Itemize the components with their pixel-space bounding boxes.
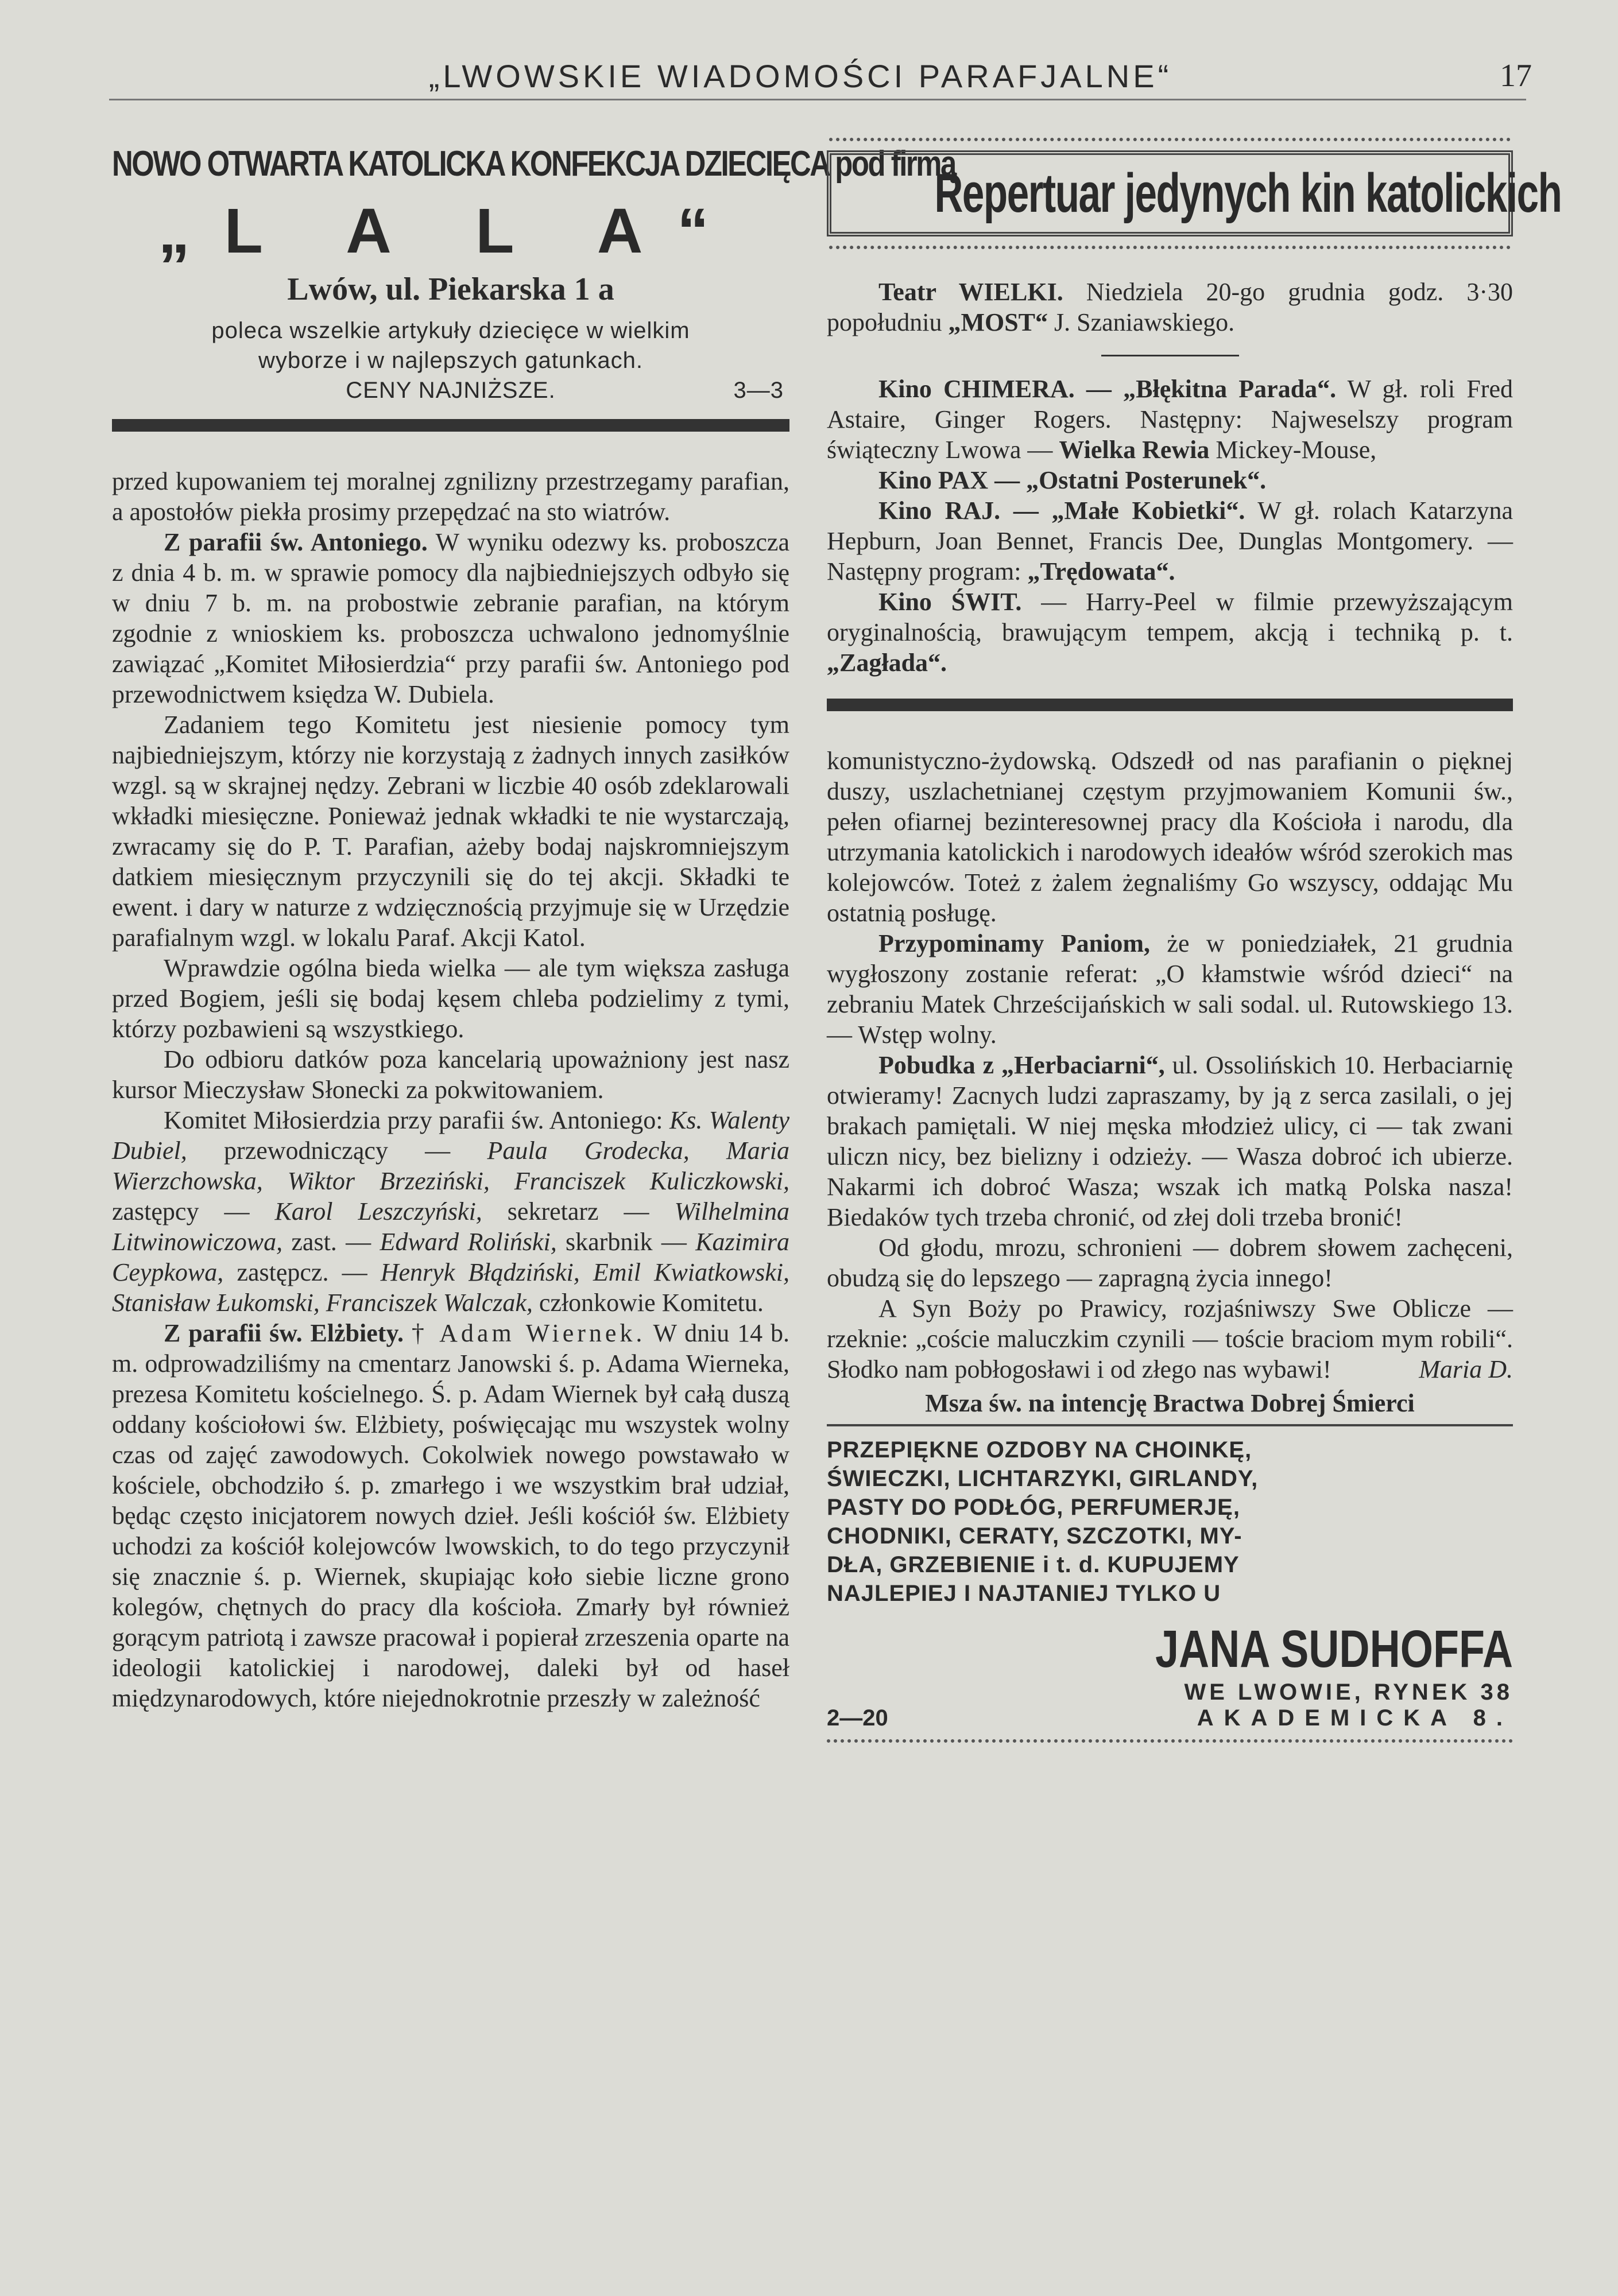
kino-raj-entry bbox=[827, 495, 1513, 587]
periodical-title: „LWOWSKIE WIADOMOŚCI PARAFJALNE“ bbox=[428, 58, 1172, 94]
committee-role-members: członkowie Komitetu. bbox=[532, 1289, 764, 1317]
paragraph-obituary-continued: komunistyczno-żydowską. Odszedł od nas parafianin o pięknej duszy, uszlachetnianej częstym przyjmowaniem Komunii św., pełen ofiarnej bezinteresownej pracy dla Kościoła i narodu, dla utrzymania katolickich i narodowych ideałów wśród szerokich mas kolejowców. Toteż z żalem żegnaliśmy Go wszyscy, oddając Mu ostatnią posługę. bbox=[827, 747, 1513, 927]
kino-raj-heading: Kino RAJ. — „Małe Kobietki“. bbox=[878, 497, 1245, 525]
lala-prices-text: CENY NAJNIŻSZE. bbox=[346, 378, 556, 403]
kino-chimera-entry bbox=[827, 374, 1513, 465]
obituary-text: W dniu 14 b. m. odprowadziliśmy na cmentarz Janowski ś. p. Adama Wierneka, prezesa Komitetu kościelnego. Ś. p. Adam Wiernek był całą duszą oddany kościołowi św. Elżbiety, poświęcając mu wszystek wolny czas od zajęć zawodowych. Cokolwiek nowego powstawało w kościele, obchodziło ś. p. zmarłego i we wszystkim brał udział, będąc często inicjatorem nowych dzieł. Jeśli kościół św. Elżbiety uchodzi za kościół kolejowców lwowskich, to do tego przyczynił się znacznie ś. p. Wiernek, skupiając koło siebie liczne grono kolegów, chętnych do pracy dla kościoła. Zmarły był również gorącym patriotą i zawsze pracował i popierał zrzeszenia oparte na ideologii katolickiej i narodowej, daleki był od haseł międzynarodowych, które niejednokrotnie przeszły w zależność bbox=[112, 1319, 789, 1712]
cinema-repertoire-title: Repertuar jedynych kin katolickich bbox=[934, 162, 1562, 224]
committee-role-secretary: sekretarz — bbox=[482, 1197, 675, 1225]
kino-chimera-text: W gł. roli Fred Astaire, Ginger Rogers. Następny: Najweselszy program świąteczny Lwowa — bbox=[827, 375, 1513, 464]
lala-prices bbox=[112, 375, 789, 405]
kino-pax-entry: Kino PAX — „Ostatni Posterunek“. bbox=[878, 466, 1267, 494]
lala-offer-line-1: poleca wszelkie artykuły dziecięce w wielkim bbox=[211, 318, 690, 343]
st-anthony-heading: Z parafii św. Antoniego. bbox=[164, 528, 428, 556]
blessing-text: A Syn Boży po Prawicy, rozjaśniwszy Swe Oblicze — rzeknie: „coście maluczkim czynili — toście braciom mym robili“. Słodko nam pobłogosławi i od złego nas wybawi! bbox=[827, 1294, 1513, 1383]
sudhoff-address-1 bbox=[827, 1680, 1513, 1705]
cinema-repertoire-box bbox=[827, 150, 1562, 236]
kino-swit-text: — Harry-Peel w filmie przewyższającym oryginalnością, brawującym tempem, akcją i techniką p. t. bbox=[827, 588, 1513, 646]
paragraph-committee-task: Zadaniem tego Komitetu jest niesienie pomocy tym najbiedniejszym, którzy nie korzystają z żadnych innych zasiłków wzgl. są w skrajnej nędzy. Zebrani w liczbie 40 osób zdeklarowali wkładki miesięczne. Ponieważ jednak wkładki te nie wystarczają, zwracamy się do P. T. Parafian, ażeby bodaj najskromniejszym datkiem miesięcznym przyczynili się do tej akcji. Składki te ewent. i dary w naturze z wdzięcznością przyjmuje się w Urzędzie parafialnym wzgl. w lokalu Paraf. Akcji Katol. bbox=[112, 711, 789, 952]
page-number: 17 bbox=[1500, 58, 1532, 94]
right-column bbox=[827, 144, 1562, 1743]
st-anthony-text: W wyniku odezwy ks. proboszcza z dnia 4 b. m. w sprawie pomocy dla najbiedniejszych odbyło się w dniu 7 b. m. na probostwie zebranie parafian, na którym zgodnie z wnioskiem ks. proboszcza uchwalono jednomyślnie zawiązać „Komitet Miłosierdzia“ przy parafii św. Antoniego pod przewodnictwem księdza W. Dubiela. bbox=[112, 528, 789, 708]
paragraph-warning: przed kupowaniem tej moralnej zgnilizny przestrzegamy parafian, a apostołów piekła prosimy przepędzać na sto wiatrów. bbox=[112, 467, 789, 526]
teatr-wielki-time: Niedziela 20-go grudnia godz. 3·30 popołudniu bbox=[827, 278, 1513, 336]
paragraph-st-elizabeth bbox=[112, 1318, 789, 1713]
bottom-dotted-rule bbox=[827, 1739, 1513, 1743]
page-header bbox=[69, 57, 1532, 103]
sudhoff-ad-code: 2—20 bbox=[827, 1705, 888, 1731]
kino-raj-text: W gł. rolach Katarzyna Hepburn, Joan Bennet, Francis Dee, Dunglas Montgomery. — Następny program: bbox=[827, 497, 1513, 585]
teatr-wielki-heading: Teatr WIELKI. bbox=[878, 278, 1063, 306]
obituary-name: † Adam Wiernek. bbox=[411, 1319, 646, 1347]
committee-role-deputies: zastępcy — bbox=[112, 1197, 275, 1225]
teatr-wielki-play: „MOST“ bbox=[948, 308, 1048, 336]
lala-advertisement bbox=[112, 144, 955, 405]
paragraph-blessing bbox=[827, 1293, 1513, 1384]
paragraph-committee-members bbox=[112, 1105, 789, 1318]
kino-raj-next: „Trędowata“. bbox=[1027, 557, 1175, 585]
lala-brand: „L A L A“ bbox=[158, 196, 744, 266]
paragraph-collector: Do odbioru datków poza kancelarią upoważniony jest nasz kursor Mieczysław Słonecki za pokwitowaniem. bbox=[112, 1045, 789, 1104]
paragraph-poverty: Wprawdzie ogólna bieda wielka — ale tym większa zasługa przed Bogiem, jeśli się bodaj kęsem chleba podzielimy z tymi, którzy pozbawieni są wszystkiego. bbox=[112, 954, 789, 1043]
sudhoff-line-4: CHODNIKI, CERATY, SZCZOTKI, MY- bbox=[827, 1523, 1242, 1549]
kino-swit-heading: Kino ŚWIT. bbox=[878, 588, 1022, 616]
mothers-meeting-heading: Przypominamy Paniom, bbox=[878, 929, 1151, 957]
lala-ad-code: 3—3 bbox=[733, 378, 784, 403]
teatr-wielki-entry bbox=[827, 277, 1513, 338]
paragraph-st-anthony bbox=[112, 527, 789, 709]
kino-swit-entry bbox=[827, 587, 1513, 678]
committee-deputies: Paula Grodecka, Maria Wierzchowska, Wiktor Brzeziński, Franciszek Kuliczkowski, bbox=[112, 1137, 789, 1195]
lala-offer-line-2: wyborze i w najlepszych gatunkach. bbox=[258, 348, 643, 373]
notice-rule bbox=[827, 1424, 1513, 1426]
lala-headline: NOWO OTWARTA KATOLICKA KONFEKCJA DZIECIĘCA pod firmą bbox=[112, 144, 955, 184]
kino-swit-title: „Zagłada“. bbox=[827, 649, 947, 677]
lala-address: Lwów, ul. Piekarska 1 a bbox=[287, 272, 614, 307]
header-rule bbox=[109, 99, 1526, 100]
kino-chimera-next: Wielka Rewia bbox=[1059, 436, 1210, 464]
mass-notice: Msza św. na intencję Bractwa Dobrej Śmierci bbox=[925, 1389, 1415, 1417]
paragraph-herbaciarnia bbox=[827, 1050, 1513, 1232]
committee-deputy-treasurer: Kazimira Ceypkowa, bbox=[112, 1228, 790, 1286]
committee-chair: Ks. Walenty Dubiel, bbox=[112, 1106, 789, 1165]
mothers-meeting-text: że w poniedziałek, 21 grudnia wygłoszony zostanie referat: „O kłamstwie wśród dzieci“ na zebraniu Matek Chrześcijańskich w sali sodal. ul. Rutowskiego 13. — Wstęp wolny. bbox=[827, 929, 1514, 1049]
committee-intro: Komitet Miłosierdzia przy parafii św. Antoniego: bbox=[164, 1106, 669, 1134]
herbaciarnia-heading: Pobudka z „Herbaciarni“, bbox=[878, 1051, 1165, 1079]
sudhoff-line-1: PRZEPIĘKNE OZDOBY NA CHOINKĘ, bbox=[827, 1437, 1252, 1463]
sudhoff-advertisement bbox=[827, 1436, 1513, 1743]
sudhoff-line-3: PASTY DO PODŁÓG, PERFUMERJĘ, bbox=[827, 1495, 1240, 1520]
kino-chimera-heading: Kino CHIMERA. — „Błękitna Parada“. bbox=[878, 375, 1337, 403]
sudhoff-address-rynek: WE LWOWIE, RYNEK 38 bbox=[1184, 1680, 1513, 1705]
sudhoff-line-2: ŚWIECZKI, LICHTARZYKI, GIRLANDY, bbox=[827, 1466, 1259, 1491]
sudhoff-name: JANA SUDHOFFA bbox=[1155, 1620, 1513, 1678]
committee-role-deputy: zast. — bbox=[282, 1228, 380, 1256]
committee-role-chair: przewodniczący — bbox=[187, 1137, 487, 1165]
committee-secretary: Karol Leszczyński, bbox=[274, 1197, 482, 1225]
section-divider bbox=[112, 419, 789, 432]
committee-members-list: Henryk Błądziński, Emil Kwiatkowski, Stanisław Łukomski, Franciszek Walczak, bbox=[112, 1258, 790, 1317]
paragraph-mothers-meeting bbox=[827, 928, 1513, 1050]
sudhoff-address-2 bbox=[827, 1705, 1513, 1731]
committee-role-deputy-treasurer: zastępcz. — bbox=[223, 1258, 381, 1286]
committee-role-treasurer: skarbnik — bbox=[556, 1228, 696, 1256]
section-divider bbox=[827, 699, 1513, 711]
sudhoff-address-akademicka: AKADEMICKA 8. bbox=[1197, 1705, 1513, 1731]
herbaciarnia-text: ul. Ossolińskich 10. Herbaciarnię otwieramy! Zacnych ludzi zapraszamy, by ją z serca zasilali, o jej brakach pamiętali. W niej męska młodzież ulicy, ci — tak zwani uliczn nicy, bez bielizny i odzieży. — Wasza dobroć ich ubierze. Nakarmi ich dobroć Wasza; wszak ich matką Polska nasza! Biedaków tych trzeba chronić, od złej doli trzeba bronić! bbox=[827, 1051, 1513, 1231]
short-divider bbox=[1101, 355, 1239, 356]
kino-chimera-end: Mickey-Mouse, bbox=[1209, 436, 1377, 464]
paragraph-hunger: Od głodu, mrozu, schronieni — dobrem słowem zachęceni, obudzą się do lepszego — zapragną życia innego! bbox=[827, 1234, 1513, 1292]
teatr-wielki-author: J. Szaniawskiego. bbox=[1048, 308, 1235, 336]
committee-deputy-secretary: Wilhelmina Litwinowiczowa, bbox=[112, 1197, 789, 1256]
sudhoff-line-5: DŁA, GRZEBIENIE i t. d. KUPUJEMY bbox=[827, 1552, 1240, 1577]
sudhoff-line-6: NAJLEPIEJ I NAJTANIEJ TYLKO U bbox=[827, 1581, 1221, 1606]
st-elizabeth-heading: Z parafii św. Elżbiety. bbox=[164, 1319, 404, 1347]
committee-treasurer: Edward Roliński, bbox=[380, 1228, 557, 1256]
blessing-signature: Maria D. bbox=[1419, 1355, 1513, 1383]
